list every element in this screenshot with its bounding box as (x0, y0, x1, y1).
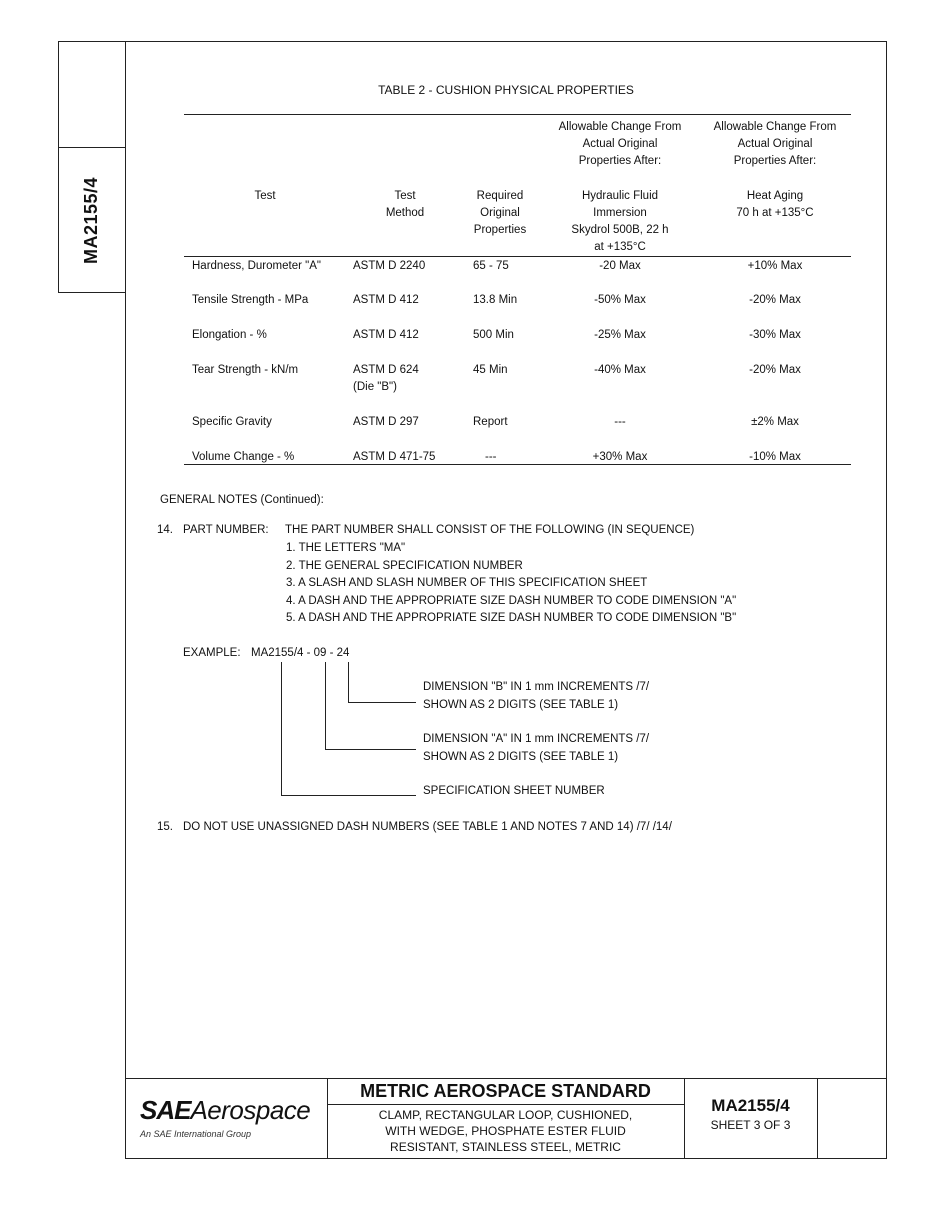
footer-top-rule (125, 1078, 887, 1079)
footer-title-rule (327, 1104, 684, 1105)
table-cell-hydraulic: --- (614, 416, 626, 428)
callout-spec-text: SPECIFICATION SHEET NUMBER (423, 785, 605, 797)
table-cell-heat: ±2% Max (751, 416, 799, 428)
table-cell-method: ASTM D 412 (353, 294, 419, 306)
table-top-rule (184, 114, 851, 115)
note-14-label: PART NUMBER: (183, 524, 269, 536)
table-bottom-rule (184, 464, 851, 465)
table-cell-method: ASTM D 471-75 (353, 451, 436, 463)
header-heat: Heat Aging 70 h at +135°C (736, 190, 814, 219)
side-doc-number: MA2155/4 (81, 176, 102, 264)
table-cell-required: 65 - 75 (473, 260, 509, 272)
table-row: Volume Change - % (192, 451, 295, 463)
note-14-text: THE PART NUMBER SHALL CONSIST OF THE FOLLOWING (IN SEQUENCE) (285, 524, 695, 536)
table-row: Tensile Strength - MPa (192, 294, 309, 306)
table-cell-required: --- (485, 451, 497, 463)
note-14-number: 14. (157, 524, 173, 536)
callout-spec-line (281, 662, 282, 795)
table-cell-hydraulic: -25% Max (594, 329, 646, 341)
list-item: 1. THE LETTERS "MA" (286, 542, 406, 554)
list-item: 5. A DASH AND THE APPROPRIATE SIZE DASH NUMBER TO CODE DIMENSION "B" (286, 612, 737, 624)
table-cell-required: 500 Min (473, 329, 514, 341)
header-test: Test (254, 190, 276, 202)
callout-b-text: DIMENSION "B" IN 1 mm INCREMENTS /7/ SHOWN AS 2 DIGITS (SEE TABLE 1) (423, 681, 650, 711)
table-cell-method: ASTM D 297 (353, 416, 419, 428)
example-label: EXAMPLE: (183, 647, 241, 659)
header-method: Test Method (385, 190, 425, 219)
table-cell-heat: -20% Max (749, 294, 801, 306)
header-required: Required Original Properties (473, 190, 527, 236)
note-14-items (286, 540, 736, 628)
table-cell-method: ASTM D 412 (353, 329, 419, 341)
table-cell-heat: +10% Max (747, 260, 803, 272)
table-cell-required: 13.8 Min (473, 294, 518, 306)
table-row: Elongation - % (192, 329, 267, 341)
list-item: 2. THE GENERAL SPECIFICATION NUMBER (286, 559, 523, 572)
logo-tagline: An SAE International Group (140, 1129, 252, 1139)
footer-doc-number: MA2155/4 (711, 1096, 790, 1115)
table-cell-required: 45 Min (473, 364, 508, 376)
header-group-hydraulic: Allowable Change From Actual Original Properties After: (558, 121, 682, 167)
callout-a-line (325, 662, 326, 749)
table-row: Hardness, Durometer "A" (192, 260, 321, 272)
callout-b-line (348, 662, 349, 702)
callout-b-leader (348, 702, 416, 703)
header-hydraulic: Hydraulic Fluid Immersion Skydrol 500B, 22 h at +135°C (571, 190, 669, 253)
list-item: 3. A SLASH AND SLASH NUMBER OF THIS SPECIFICATION SHEET (286, 577, 648, 589)
table-row: Specific Gravity (192, 416, 272, 428)
footer-subtitle: CLAMP, RECTANGULAR LOOP, CUSHIONED, WITH WEDGE, PHOSPHATE ESTER FLUID RESISTANT, STAINLESS STEEL, METRIC (378, 1108, 633, 1154)
table-cell-hydraulic: -50% Max (594, 294, 646, 306)
footer-title: METRIC AEROSPACE STANDARD (360, 1081, 651, 1101)
table-cell-method: ASTM D 624 (Die "B") (353, 364, 419, 393)
table-cell-heat: -20% Max (749, 364, 801, 376)
header-group-heat: Allowable Change From Actual Original Properties After: (713, 121, 837, 167)
table-title: TABLE 2 - CUSHION PHYSICAL PROPERTIES (378, 83, 634, 97)
table-header-rule (184, 256, 851, 257)
callout-a-leader (325, 749, 416, 750)
table-cell-heat: -10% Max (749, 451, 801, 463)
table-row: Tear Strength - kN/m (192, 364, 299, 376)
notes-heading: GENERAL NOTES (Continued): (160, 494, 324, 506)
callout-a-text: DIMENSION "A" IN 1 mm INCREMENTS /7/ SHOWN AS 2 DIGITS (SEE TABLE 1) (423, 733, 650, 763)
note-15-number: 15. (157, 821, 173, 833)
logo-aerospace-word: Aerospace (190, 1095, 311, 1125)
footer-sheet: SHEET 3 OF 3 (710, 1118, 791, 1132)
footer-divider-3 (817, 1078, 818, 1159)
table-cell-hydraulic: +30% Max (592, 451, 648, 463)
list-item: 4. A DASH AND THE APPROPRIATE SIZE DASH NUMBER TO CODE DIMENSION "A" (286, 594, 737, 607)
note-15-text: DO NOT USE UNASSIGNED DASH NUMBERS (SEE TABLE 1 AND NOTES 7 AND 14) /7/ /14/ (183, 821, 672, 833)
logo-sae-mark: SAE (140, 1095, 191, 1125)
table-cell-hydraulic: -20 Max (599, 260, 641, 272)
example-value: MA2155/4 - 09 - 24 (251, 647, 350, 659)
table-cell-heat: -30% Max (749, 329, 801, 341)
table-cell-required: Report (473, 416, 508, 428)
callout-spec-leader (281, 795, 416, 796)
sae-aerospace-logo (140, 1096, 310, 1139)
table-cell-hydraulic: -40% Max (594, 364, 646, 376)
table-cell-method: ASTM D 2240 (353, 260, 426, 272)
